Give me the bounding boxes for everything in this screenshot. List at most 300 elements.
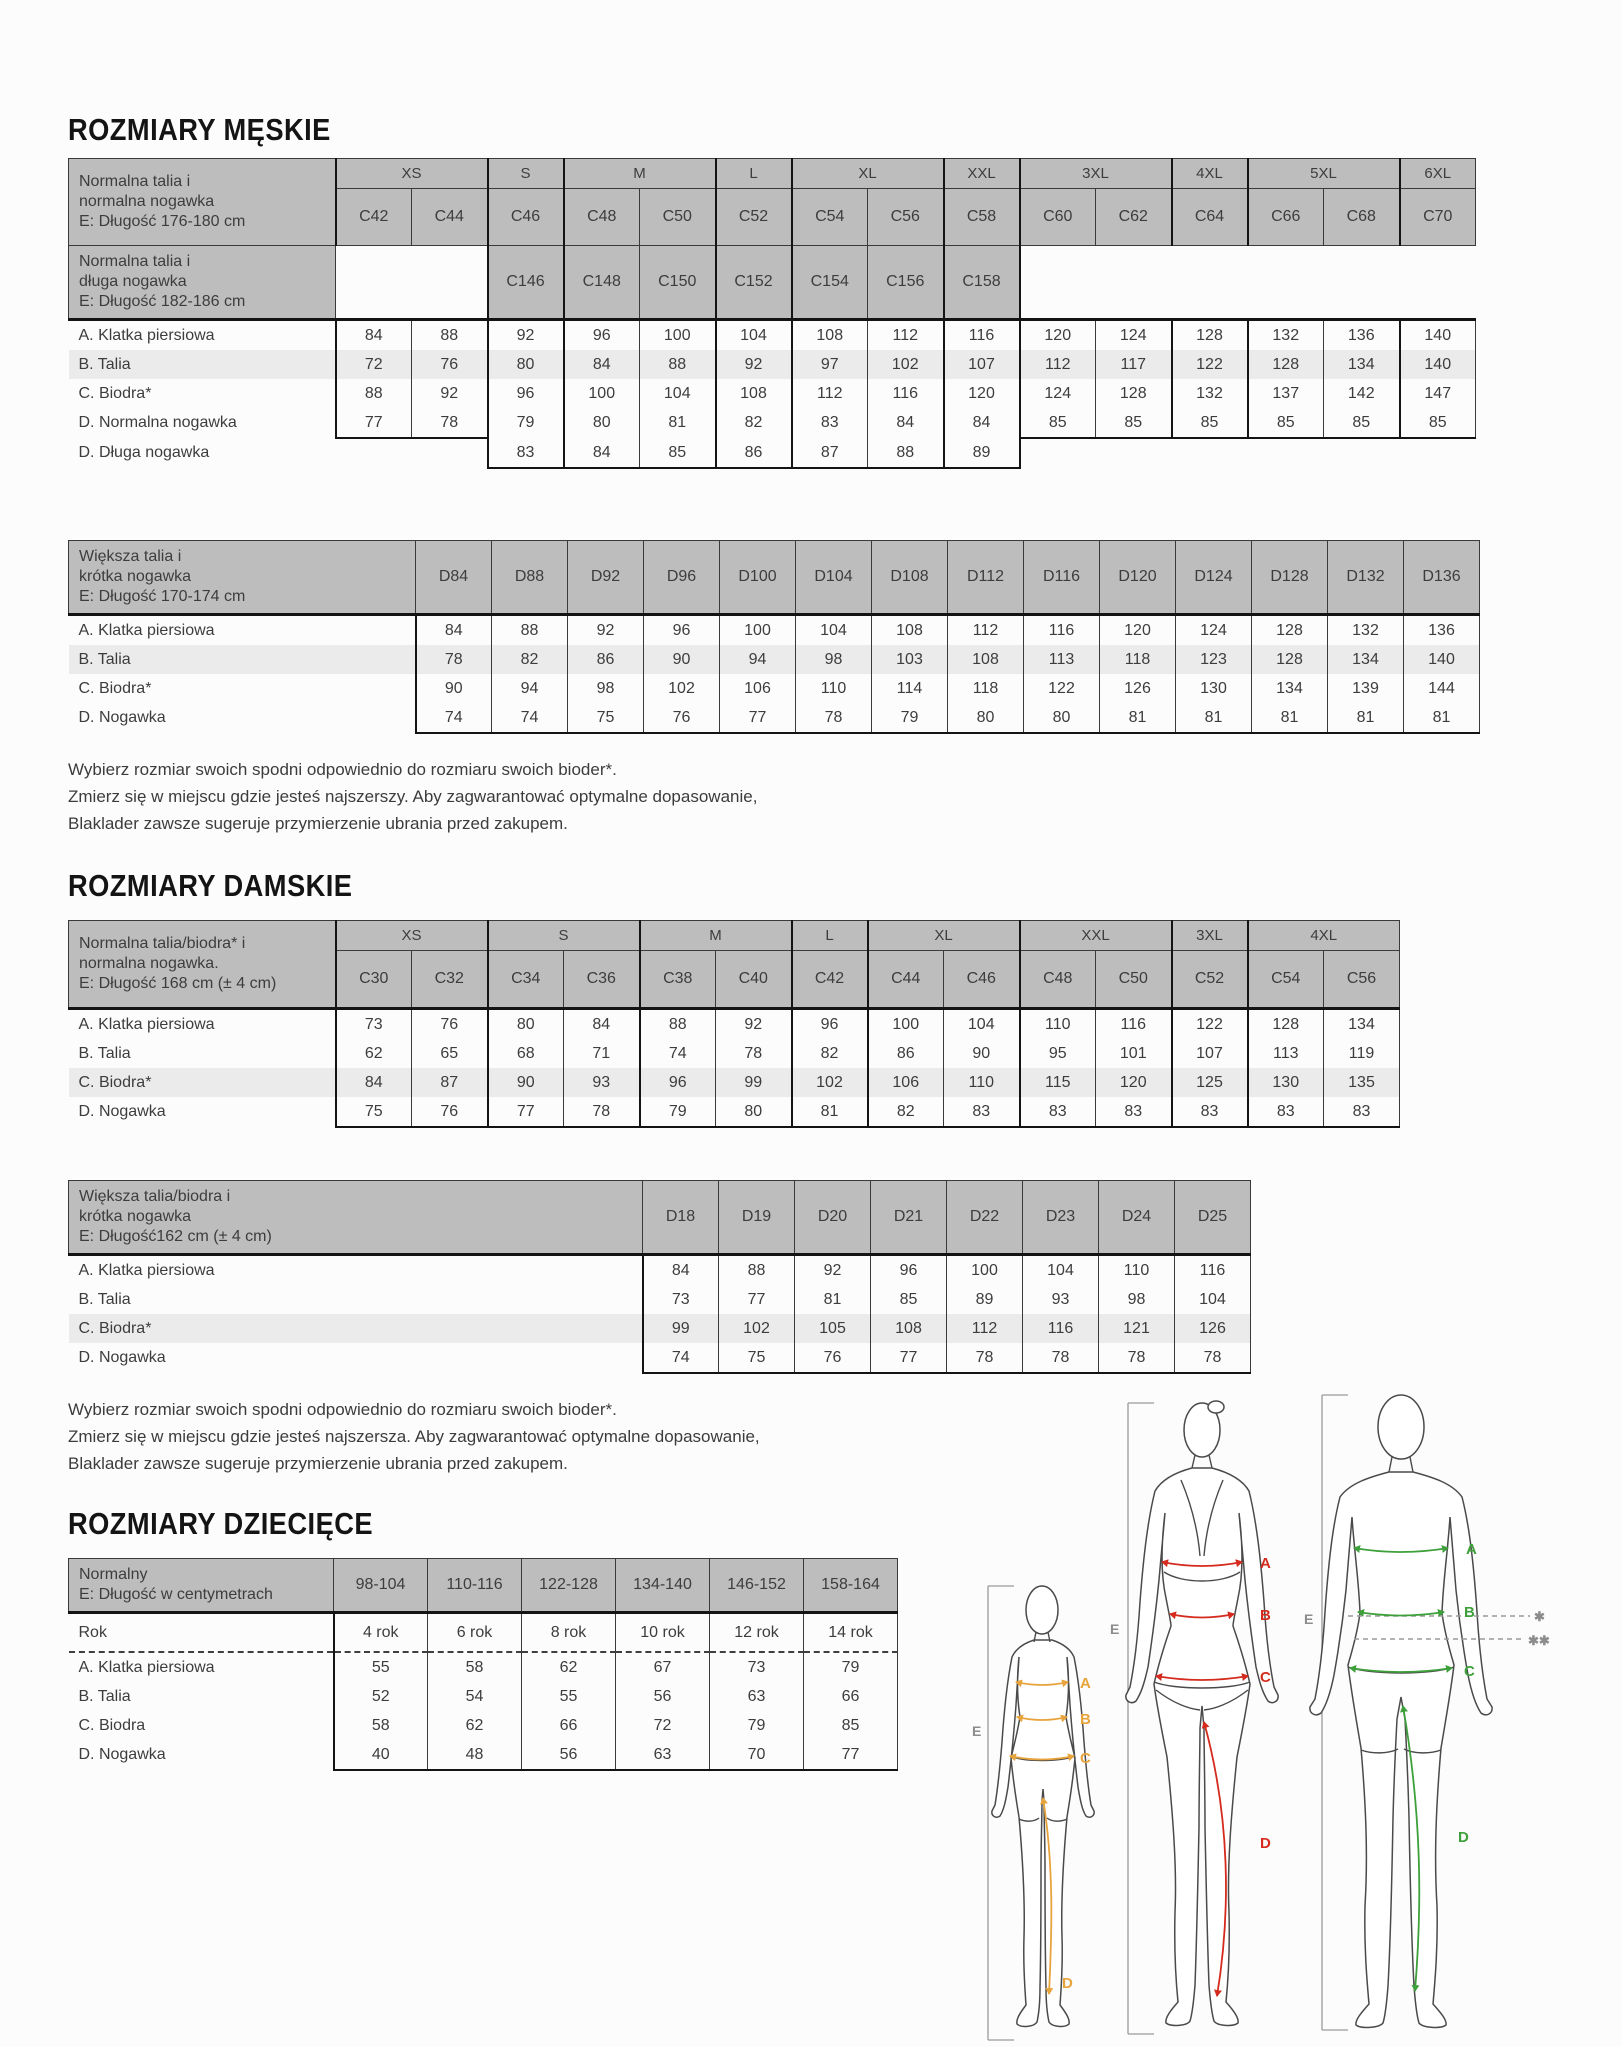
figure-woman	[1110, 1401, 1278, 2034]
size-value-cell: 104	[944, 1009, 1020, 1040]
size-value-cell: 106	[868, 1068, 944, 1097]
size-value-cell: 124	[1096, 320, 1172, 351]
size-group-header: L	[792, 921, 868, 951]
size-code-header: C46	[488, 189, 564, 246]
size-code-header: D25	[1175, 1181, 1251, 1255]
size-value-cell: 99	[643, 1314, 719, 1343]
age-cell: 6 rok	[428, 1613, 522, 1653]
table-row	[69, 1039, 1400, 1068]
hip-letter: C	[1260, 1669, 1271, 1686]
size-value-cell: 96	[871, 1255, 947, 1286]
size-code-header: D124	[1176, 541, 1252, 615]
size-value-cell: 92	[568, 615, 644, 646]
size-value-cell: 125	[1172, 1068, 1248, 1097]
size-value-cell: 81	[1100, 703, 1176, 733]
size-value-cell: 83	[1324, 1097, 1400, 1127]
size-value-cell: 76	[644, 703, 720, 733]
empty-cell	[1400, 438, 1476, 468]
row-label: D. Długa nogawka	[78, 444, 210, 461]
size-value-cell: 113	[1248, 1039, 1324, 1068]
size-group-header: XL	[792, 159, 944, 189]
size-code-header: C44	[868, 951, 944, 1009]
size-group-header: XL	[868, 921, 1020, 951]
empty-cell	[1096, 438, 1172, 468]
size-value-cell: 95	[1020, 1039, 1096, 1068]
size-value-cell: 73	[336, 1009, 412, 1040]
size-value-cell: 108	[871, 1314, 947, 1343]
man-body-outline	[1310, 1472, 1492, 2027]
size-value-cell: 92	[716, 350, 792, 379]
men-notes	[68, 756, 757, 837]
size-value-cell: 126	[1100, 674, 1176, 703]
empty-cell	[1172, 438, 1248, 468]
man-height-label: E	[1304, 1611, 1314, 1627]
men-larger-size-table	[68, 540, 1480, 734]
row-label: B. Talia	[78, 1290, 131, 1308]
size-value-cell: 84	[336, 1068, 412, 1097]
size-value-cell: 70	[710, 1740, 804, 1770]
size-value-cell: 84	[564, 1009, 640, 1040]
size-value-cell: 107	[944, 350, 1020, 379]
size-code-header: D116	[1024, 541, 1100, 615]
row-label: D. Nogawka	[78, 1349, 166, 1366]
figure-child	[972, 1586, 1094, 2040]
size-code-header: C150	[640, 246, 716, 320]
size-value-cell: 112	[948, 615, 1024, 646]
chest-letter: A	[1260, 1555, 1271, 1572]
age-cell: 14 rok	[804, 1613, 898, 1653]
size-value-cell: 134	[1328, 645, 1404, 674]
size-value-cell: 90	[416, 674, 492, 703]
table-row	[69, 320, 1476, 351]
row-label: C. Biodra*	[78, 384, 152, 402]
size-value-cell: 78	[412, 408, 488, 438]
size-code-header: D19	[719, 1181, 795, 1255]
empty-cell	[1400, 246, 1476, 320]
size-value-cell: 140	[1404, 645, 1480, 674]
size-value-cell: 112	[947, 1314, 1023, 1343]
size-value-cell: 88	[868, 438, 944, 468]
size-code-header: D24	[1099, 1181, 1175, 1255]
size-code-header: C56	[868, 189, 944, 246]
age-cell: 10 rok	[616, 1613, 710, 1653]
size-group-header: XXL	[944, 159, 1020, 189]
size-value-cell: 81	[795, 1285, 871, 1314]
table-header-label: Normalna talia/biodra* i normalna nogawka. E: Długość 168 cm (± 4 cm)	[69, 921, 336, 1009]
size-value-cell: 120	[944, 379, 1020, 408]
table-row	[69, 408, 1476, 438]
size-value-cell: 116	[944, 320, 1020, 351]
empty-cell	[1020, 438, 1096, 468]
size-code-header: C64	[1172, 189, 1248, 246]
empty-cell	[336, 438, 412, 468]
size-code-header: D20	[795, 1181, 871, 1255]
size-value-cell: 102	[644, 674, 720, 703]
men-sizes-title: ROZMIARY MĘSKIE	[68, 112, 331, 147]
size-value-cell: 93	[1023, 1285, 1099, 1314]
size-code-header: D128	[1252, 541, 1328, 615]
size-value-cell: 83	[1248, 1097, 1324, 1127]
size-value-cell: 128	[1248, 1009, 1324, 1040]
size-value-cell: 62	[428, 1711, 522, 1740]
size-value-cell: 63	[616, 1740, 710, 1770]
size-value-cell: 80	[488, 350, 564, 379]
empty-cell	[1324, 438, 1400, 468]
size-value-cell: 84	[336, 320, 412, 351]
size-value-cell: 96	[564, 320, 640, 351]
size-value-cell: 79	[488, 408, 564, 438]
size-value-cell: 88	[492, 615, 568, 646]
size-value-cell: 134	[1252, 674, 1328, 703]
size-code-header: D104	[796, 541, 872, 615]
size-value-cell: 132	[1248, 320, 1324, 351]
size-code-header: C48	[1020, 951, 1096, 1009]
size-value-cell: 85	[1400, 408, 1476, 438]
size-value-cell: 84	[564, 350, 640, 379]
table-row	[69, 1255, 1251, 1286]
table-row	[69, 703, 1480, 733]
size-value-cell: 74	[416, 703, 492, 733]
size-value-cell: 80	[948, 703, 1024, 733]
size-group-header: 3XL	[1020, 159, 1172, 189]
size-value-cell: 99	[716, 1068, 792, 1097]
size-value-cell: 116	[868, 379, 944, 408]
measurement-figures-illustration	[930, 1386, 1610, 2046]
size-value-cell: 101	[1096, 1039, 1172, 1068]
size-value-cell: 80	[1024, 703, 1100, 733]
size-value-cell: 78	[564, 1097, 640, 1127]
size-value-cell: 75	[568, 703, 644, 733]
size-value-cell: 56	[522, 1740, 616, 1770]
size-value-cell: 52	[334, 1682, 428, 1711]
row-label: C. Biodra*	[69, 1068, 336, 1097]
size-value-cell: 100	[947, 1255, 1023, 1286]
size-table	[68, 920, 1400, 1128]
table-row	[69, 1314, 1251, 1343]
size-value-cell: 83	[944, 1097, 1020, 1127]
size-value-cell: 66	[522, 1711, 616, 1740]
size-value-cell: 90	[488, 1068, 564, 1097]
size-value-cell: 82	[492, 645, 568, 674]
size-value-cell: 132	[1328, 615, 1404, 646]
size-value-cell: 76	[412, 1009, 488, 1040]
size-value-cell: 54	[428, 1682, 522, 1711]
size-value-cell: 118	[1100, 645, 1176, 674]
size-value-cell: 96	[644, 615, 720, 646]
size-value-cell: 118	[948, 674, 1024, 703]
size-value-cell: 142	[1324, 379, 1400, 408]
size-code-header: C146	[488, 246, 564, 320]
size-value-cell: 122	[1172, 1009, 1248, 1040]
size-code-header: D92	[568, 541, 644, 615]
empty-cell	[1248, 438, 1324, 468]
size-value-cell: 76	[795, 1343, 871, 1373]
size-value-cell: 85	[871, 1285, 947, 1314]
size-value-cell: 120	[1100, 615, 1176, 646]
table-row	[69, 615, 1480, 646]
size-value-cell: 84	[944, 408, 1020, 438]
table-row	[69, 379, 1476, 408]
size-value-cell: 128	[1252, 615, 1328, 646]
table-row	[69, 1068, 1400, 1097]
size-value-cell: 67	[616, 1652, 710, 1682]
size-value-cell: 84	[564, 438, 640, 468]
size-code-header: C152	[716, 246, 792, 320]
age-cell: 8 rok	[522, 1613, 616, 1653]
size-value-cell: 66	[804, 1682, 898, 1711]
row-label: A. Klatka piersiowa	[78, 621, 215, 639]
size-value-cell: 88	[412, 320, 488, 351]
size-value-cell: 123	[1176, 645, 1252, 674]
size-table	[68, 158, 1476, 469]
size-value-cell: 48	[428, 1740, 522, 1770]
woman-hair-bun	[1208, 1401, 1224, 1413]
man-silhouette	[1310, 1395, 1492, 2027]
size-value-cell: 88	[640, 1009, 716, 1040]
size-value-cell: 74	[643, 1343, 719, 1373]
waist-letter: B	[1464, 1604, 1475, 1621]
woman-silhouette	[1126, 1401, 1278, 2025]
size-value-cell: 140	[1400, 320, 1476, 351]
size-value-cell: 117	[1096, 350, 1172, 379]
size-value-cell: 108	[948, 645, 1024, 674]
size-value-cell: 112	[792, 379, 868, 408]
table-row	[69, 1009, 1400, 1040]
table-row	[69, 1285, 1251, 1314]
size-value-cell: 106	[720, 674, 796, 703]
size-value-cell: 77	[488, 1097, 564, 1127]
size-value-cell: 76	[412, 350, 488, 379]
size-code-header: C32	[412, 951, 488, 1009]
size-value-cell: 62	[522, 1652, 616, 1682]
size-value-cell: 80	[716, 1097, 792, 1127]
size-code-header: C44	[412, 189, 488, 246]
child-silhouette	[992, 1586, 1094, 2026]
empty-cell	[412, 246, 488, 320]
size-value-cell: 90	[644, 645, 720, 674]
size-code-header: D108	[872, 541, 948, 615]
size-code-header: 134-140	[616, 1559, 710, 1613]
size-value-cell: 134	[1324, 1009, 1400, 1040]
size-value-cell: 81	[792, 1097, 868, 1127]
size-value-cell: 86	[868, 1039, 944, 1068]
leg-letter: D	[1260, 1835, 1271, 1852]
size-value-cell: 116	[1024, 615, 1100, 646]
size-value-cell: 82	[716, 408, 792, 438]
size-code-header: 98-104	[334, 1559, 428, 1613]
size-value-cell: 62	[336, 1039, 412, 1068]
table-row	[69, 1711, 898, 1740]
size-value-cell: 78	[796, 703, 872, 733]
size-value-cell: 75	[336, 1097, 412, 1127]
size-code-header: D100	[720, 541, 796, 615]
size-table	[68, 1180, 1251, 1374]
size-value-cell: 144	[1404, 674, 1480, 703]
size-code-header: C42	[792, 951, 868, 1009]
age-cell: 4 rok	[334, 1613, 428, 1653]
size-value-cell: 78	[416, 645, 492, 674]
size-value-cell: 112	[868, 320, 944, 351]
children-size-table	[68, 1558, 898, 1771]
size-group-header: XS	[336, 921, 488, 951]
size-group-header: XS	[336, 159, 488, 189]
table-row	[69, 438, 1476, 468]
size-value-cell: 77	[871, 1343, 947, 1373]
size-value-cell: 85	[640, 438, 716, 468]
size-group-header: 4XL	[1172, 159, 1248, 189]
size-value-cell: 82	[868, 1097, 944, 1127]
size-value-cell: 85	[1248, 408, 1324, 438]
size-value-cell: 97	[792, 350, 868, 379]
size-value-cell: 74	[492, 703, 568, 733]
size-value-cell: 96	[792, 1009, 868, 1040]
size-value-cell: 139	[1328, 674, 1404, 703]
size-value-cell: 100	[564, 379, 640, 408]
note-line: Wybierz rozmiar swoich spodni odpowiednio do rozmiaru swoich bioder*.	[68, 1400, 617, 1419]
size-value-cell: 108	[792, 320, 868, 351]
row-label: A. Klatka piersiowa	[78, 1015, 215, 1033]
size-value-cell: 108	[872, 615, 948, 646]
table-row	[69, 645, 1480, 674]
size-value-cell: 92	[412, 379, 488, 408]
size-value-cell: 80	[488, 1009, 564, 1040]
size-group-header: S	[488, 921, 640, 951]
size-value-cell: 116	[1096, 1009, 1172, 1040]
size-value-cell: 136	[1404, 615, 1480, 646]
size-code-header: C30	[336, 951, 412, 1009]
size-code-header: 122-128	[522, 1559, 616, 1613]
row-label: D. Normalna nogawka	[78, 414, 237, 431]
size-value-cell: 84	[416, 615, 492, 646]
size-code-header: D112	[948, 541, 1024, 615]
size-value-cell: 88	[336, 379, 412, 408]
empty-cell	[1172, 246, 1248, 320]
size-group-header: XXL	[1020, 921, 1172, 951]
size-value-cell: 79	[640, 1097, 716, 1127]
row-label: C. Biodra	[78, 1716, 146, 1734]
size-code-header: D132	[1328, 541, 1404, 615]
size-value-cell: 100	[868, 1009, 944, 1040]
row-label: A. Klatka piersiowa	[78, 1658, 215, 1676]
note-line: Blaklader zawsze sugeruje przymierzenie ubrania przed zakupem.	[68, 1454, 568, 1473]
size-value-cell: 87	[792, 438, 868, 468]
size-value-cell: 116	[1175, 1255, 1251, 1286]
size-value-cell: 110	[944, 1068, 1020, 1097]
size-value-cell: 104	[1023, 1255, 1099, 1286]
size-code-header: C34	[488, 951, 564, 1009]
size-value-cell: 110	[1099, 1255, 1175, 1286]
row-label: B. Talia	[78, 1044, 131, 1062]
size-value-cell: 88	[640, 350, 716, 379]
size-value-cell: 75	[719, 1343, 795, 1373]
size-value-cell: 76	[412, 1097, 488, 1127]
size-code-header: D120	[1100, 541, 1176, 615]
row-label: D. Nogawka	[78, 1746, 166, 1763]
size-value-cell: 126	[1175, 1314, 1251, 1343]
size-group-header: M	[640, 921, 792, 951]
size-value-cell: 40	[334, 1740, 428, 1770]
size-code-header: C56	[1324, 951, 1400, 1009]
size-value-cell: 96	[488, 379, 564, 408]
size-value-cell: 89	[947, 1285, 1023, 1314]
waist-letter: B	[1260, 1607, 1271, 1624]
women-larger-size-table	[68, 1180, 1251, 1374]
women-sizes-title: ROZMIARY DAMSKIE	[68, 868, 353, 903]
size-code-header: C38	[640, 951, 716, 1009]
size-value-cell: 77	[720, 703, 796, 733]
size-value-cell: 56	[616, 1682, 710, 1711]
height-bracket-line	[1128, 1403, 1154, 2034]
size-code-header: C40	[716, 951, 792, 1009]
size-value-cell: 120	[1096, 1068, 1172, 1097]
empty-cell	[1248, 246, 1324, 320]
size-value-cell: 77	[336, 408, 412, 438]
size-code-header: D88	[492, 541, 568, 615]
size-code-header: 110-116	[428, 1559, 522, 1613]
table-header-label: Normalna talia i normalna nogawka E: Długość 176-180 cm	[69, 159, 336, 246]
size-value-cell: 98	[1099, 1285, 1175, 1314]
note-line: Blaklader zawsze sugeruje przymierzenie ubrania przed zakupem.	[68, 814, 568, 833]
size-code-header: D23	[1023, 1181, 1099, 1255]
size-value-cell: 74	[640, 1039, 716, 1068]
children-sizes-title: ROZMIARY DZIECIĘCE	[68, 1506, 374, 1541]
size-value-cell: 100	[640, 320, 716, 351]
size-code-header: C52	[1172, 951, 1248, 1009]
size-value-cell: 130	[1176, 674, 1252, 703]
size-value-cell: 77	[719, 1285, 795, 1314]
size-value-cell: 94	[720, 645, 796, 674]
size-value-cell: 110	[1020, 1009, 1096, 1040]
size-value-cell: 102	[719, 1314, 795, 1343]
size-value-cell: 83	[792, 408, 868, 438]
size-value-cell: 104	[640, 379, 716, 408]
size-value-cell: 84	[868, 408, 944, 438]
size-value-cell: 121	[1099, 1314, 1175, 1343]
size-value-cell: 113	[1024, 645, 1100, 674]
row-label: B. Talia	[78, 1687, 131, 1705]
size-value-cell: 81	[1176, 703, 1252, 733]
size-value-cell: 86	[716, 438, 792, 468]
size-group-header: 5XL	[1248, 159, 1400, 189]
size-value-cell: 128	[1172, 320, 1248, 351]
size-value-cell: 85	[1020, 408, 1096, 438]
size-code-header: C68	[1324, 189, 1400, 246]
row-label: B. Talia	[69, 350, 336, 379]
size-value-cell: 140	[1400, 350, 1476, 379]
size-value-cell: 88	[719, 1255, 795, 1286]
table-row	[69, 1652, 898, 1682]
size-value-cell: 85	[804, 1711, 898, 1740]
table-header-label: Większa talia/biodra i krótka nogawka E: Długość162 cm (± 4 cm)	[69, 1181, 643, 1255]
size-code-header: C66	[1248, 189, 1324, 246]
size-value-cell: 79	[710, 1711, 804, 1740]
note-line: Wybierz rozmiar swoich spodni odpowiednio do rozmiaru swoich bioder*.	[68, 760, 617, 779]
size-value-cell: 78	[716, 1039, 792, 1068]
waist-letter: B	[1080, 1711, 1091, 1728]
women-notes	[68, 1396, 760, 1477]
men-normal-size-table	[68, 158, 1476, 469]
size-code-header: D84	[416, 541, 492, 615]
table-row	[69, 1682, 898, 1711]
size-code-header: C42	[336, 189, 412, 246]
size-value-cell: 128	[1252, 645, 1328, 674]
size-code-header: D21	[871, 1181, 947, 1255]
leg-letter: D	[1062, 1975, 1073, 1992]
size-group-header: L	[716, 159, 792, 189]
size-group-header: 3XL	[1172, 921, 1248, 951]
size-code-header: C54	[792, 189, 868, 246]
size-value-cell: 68	[488, 1039, 564, 1068]
